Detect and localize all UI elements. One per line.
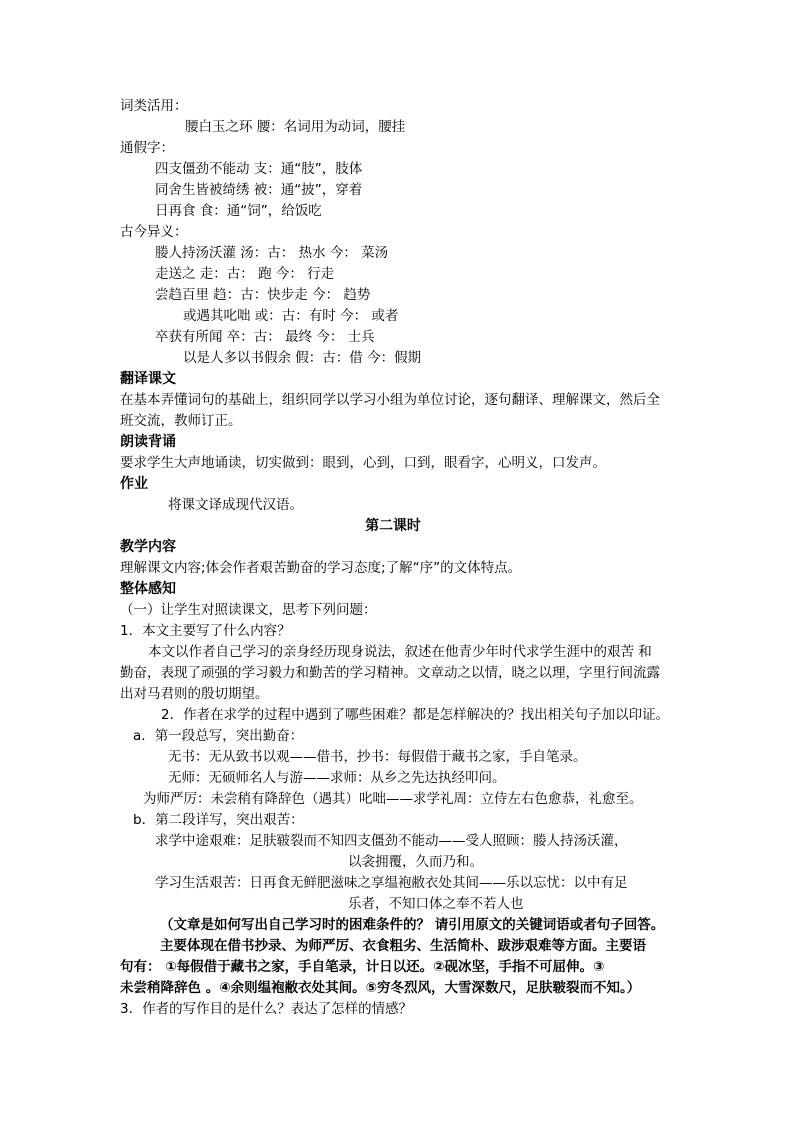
text-line: 主要体现在借书抄录、为师严厉、衣食粗劣、生活简朴、跋涉艰难等方面。主要语	[160, 938, 646, 954]
text-line: 将课文译成现代汉语。	[168, 497, 303, 513]
text-line: 理解课文内容;体会作者艰苦勤奋的学习态度;了解“序”的文体特点。	[120, 560, 522, 576]
text-line: 班交流，教师订正。	[120, 413, 242, 429]
text-line: a．第一段总写，突出勤奋：	[133, 728, 304, 744]
section-heading: 翻译课文	[120, 371, 176, 387]
text-line: 未尝稍降辞色 。④余则缊袍敝衣处其间。⑤穷冬烈风，大雪深数尺，足肤皲裂而不知。）	[120, 980, 641, 996]
text-line: 为师严厉：未尝稍有降辞色（遇其）叱咄——求学礼周：立侍左右色愈恭，礼愈至。	[143, 791, 643, 807]
text-line: 尝趋百里 趋：古：快步走 今： 趋势	[155, 287, 371, 303]
text-line: 无师：无硕师名人与游——求师：从乡之先达执经叩问。	[168, 770, 506, 786]
text-line: 勤奋，表现了顽强的学习毅力和勤苦的学习精神。文章动之以情，晓之以理，字里行间流露	[120, 665, 660, 681]
text-line: 无书：无从致书以观——借书，抄书：每假借于藏书之家，手自笔录。	[168, 749, 587, 765]
text-line: 句有： ①每假借于藏书之家，手自笔录，计日以还。②砚冰坚，手指不可屈伸。③	[120, 959, 605, 975]
text-line: 本文以作者自己学习的亲身经历现身说法，叙述在他青少年时代求学生涯中的艰苦 和	[148, 644, 652, 660]
text-line: 同舍生皆被绮绣 被：通“披”，穿着	[155, 182, 363, 198]
text-line: 以是人多以书假余 假：古：借 今：假期	[183, 350, 422, 366]
text-line: 出对马君则的殷切期望。	[120, 686, 269, 702]
text-line: 要求学生大声地诵读，切实做到：眼到，心到，口到，眼看字，心明义，口发声。	[120, 455, 606, 471]
text-line: 腰白玉之环 腰：名词用为动词，腰挂	[185, 119, 406, 135]
text-line: 乐者，不知口体之奉不若人也	[348, 896, 524, 912]
text-line: 在基本弄懂词句的基础上，组织同学以学习小组为单位讨论，逐句翻译、理解课文，然后全	[120, 392, 660, 408]
text-line: 或遇其叱咄 或：古：有时 今： 或者	[183, 308, 399, 324]
question-3: 3．作者的写作目的是什么？表达了怎样的情感？	[120, 1001, 413, 1017]
text-line: b．第二段详写，突出艰苦：	[133, 812, 304, 828]
question-2: 2．作者在求学的过程中遇到了哪些困难？都是怎样解决的？找出相关句子加以印证。	[161, 707, 670, 723]
text-line: （一）让学生对照读课文，思考下列问题：	[120, 602, 377, 618]
heading-word-class: 词类活用：	[120, 98, 188, 114]
section-heading: 朗读背诵	[120, 434, 176, 450]
text-line: （文章是如何写出自己学习时的困难条件的？ 请引用原文的关键词语或者句子回答。	[160, 917, 665, 933]
text-line: 日再食 食：通“饲”，给饭吃	[155, 203, 322, 219]
text-line: 学习生活艰苦：日再食无鲜肥滋味之享缊袍敝衣处其间——乐以忘忧：以中有足	[155, 875, 628, 891]
text-line: 走送之 走：古： 跑 今： 行走	[155, 266, 335, 282]
section-heading: 作业	[120, 476, 148, 492]
question-1: 1．本文主要写了什么内容？	[120, 623, 291, 639]
text-line: 求学中途艰难：足肤皲裂而不知四支僵劲不能动——受人照顾：媵人持汤沃灌，	[155, 833, 628, 849]
text-line: 以衾拥覆，久而乃和。	[348, 854, 483, 870]
text-line: 媵人持汤沃灌 汤：古： 热水 今： 菜汤	[155, 245, 389, 261]
text-line: 卒获有所闻 卒：古： 最终 今： 士兵	[155, 329, 375, 345]
heading-tongjia: 通假字：	[120, 140, 174, 156]
section-heading: 整体感知	[120, 581, 176, 597]
heading-gujin: 古今异义：	[120, 224, 188, 240]
section-heading: 教学内容	[120, 539, 176, 555]
lesson-title: 第二课时	[365, 518, 421, 534]
text-line: 四支僵劲不能动 支：通“肢”，肢体	[155, 161, 363, 177]
